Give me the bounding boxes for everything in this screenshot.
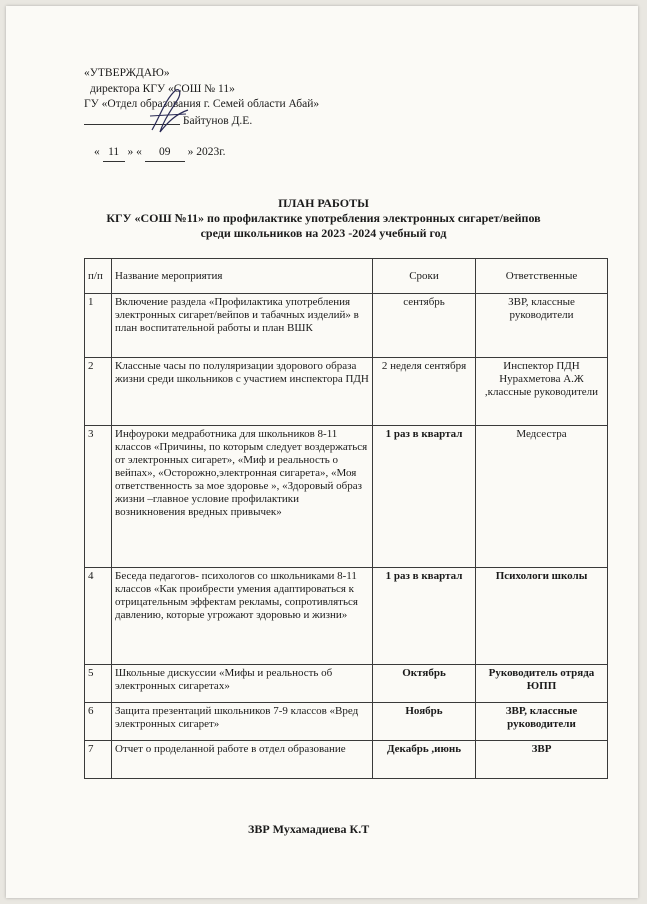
- date-quote-open: «: [94, 146, 100, 158]
- approval-date: [94, 145, 319, 162]
- row-num: 5: [85, 665, 112, 703]
- row-name: Классные часы по полуляризации здорового образа жизни среди школьников с участием инспектора ПДН: [112, 358, 373, 426]
- row-name: Отчет о проделанной работе в отдел образование: [112, 741, 373, 779]
- row-term: сентябрь: [373, 294, 476, 358]
- row-resp: Руководитель отряда ЮПП: [476, 665, 608, 703]
- date-month: 09: [145, 145, 185, 162]
- row-term: Декабрь ,июнь: [373, 741, 476, 779]
- handwritten-signature: [146, 86, 194, 138]
- date-quote-mid: » «: [127, 146, 142, 158]
- table-row: [85, 741, 608, 779]
- row-term: 1 раз в квартал: [373, 568, 476, 665]
- header-name: Название мероприятия: [112, 259, 373, 294]
- row-term: Октябрь: [373, 665, 476, 703]
- row-term: 2 неделя сентября: [373, 358, 476, 426]
- row-name: Включение раздела «Профилактика употребления электронных сигарет/вейпов и табачных изделий» в план воспитательной работы и план ВШК: [112, 294, 373, 358]
- table-row: [85, 665, 608, 703]
- approval-organization: ГУ «Отдел образования г. Семей области Абай»: [84, 98, 320, 110]
- table-row: [85, 703, 608, 741]
- approval-block: [84, 66, 319, 162]
- document-title: [0, 196, 647, 241]
- title-line-3: среди школьников на 2023 -2024 учебный год: [200, 226, 447, 240]
- row-term: Ноябрь: [373, 703, 476, 741]
- row-name: Беседа педагогов- психологов со школьниками 8-11 классов «Как проибрести умения адаптироваться к отрицательным эффектам рекламы, сопротивляться давлению, которые угрожают здоровью и жизни»: [112, 568, 373, 665]
- approval-signature-line: [84, 113, 319, 130]
- row-resp: Инспектор ПДН Нурахметова А.Ж ,классные руководители: [476, 358, 608, 426]
- header-num: п/п: [85, 259, 112, 294]
- plan-table: [84, 258, 608, 779]
- row-num: 3: [85, 426, 112, 568]
- row-resp: ЗВР, классные руководители: [476, 294, 608, 358]
- row-num: 6: [85, 703, 112, 741]
- row-name: Инфоуроки медработника для школьников 8-11 классов «Причины, по которым следует воздержаться от электронных сигарет», «Миф и реальность о вейпах», «Осторожно,электронная сигарета», «Моя ответственность за мое здоровье », «Здоровый образ жизни –главное условие профилактики возникновения вредных привычек»: [112, 426, 373, 568]
- approval-signer: Байтунов Д.Е.: [182, 114, 253, 127]
- row-resp: ЗВР, классные руководители: [476, 703, 608, 741]
- table-row: [85, 358, 608, 426]
- row-num: 7: [85, 741, 112, 779]
- row-term: 1 раз в квартал: [373, 426, 476, 568]
- approval-position: директора КГУ «СОШ № 11»: [90, 82, 235, 95]
- approval-heading: «УТВЕРЖДАЮ»: [84, 67, 170, 79]
- table-row: [85, 568, 608, 665]
- row-resp: ЗВР: [476, 741, 608, 779]
- title-line-2: КГУ «СОШ №11» по профилактике употребления электронных сигарет/вейпов: [106, 211, 541, 225]
- date-year: 2023г.: [196, 146, 226, 158]
- table-header-row: [85, 259, 608, 294]
- row-resp: Психологи школы: [476, 568, 608, 665]
- row-num: 4: [85, 568, 112, 665]
- date-day: 11: [103, 145, 125, 162]
- row-name: Школьные дискуссии «Мифы и реальность об электронных сигаретах»: [112, 665, 373, 703]
- table-row: [85, 426, 608, 568]
- header-term: Сроки: [373, 259, 476, 294]
- row-num: 2: [85, 358, 112, 426]
- date-quote-close: »: [187, 146, 194, 158]
- header-resp: Ответственные: [476, 259, 608, 294]
- row-num: 1: [85, 294, 112, 358]
- table-row: [85, 294, 608, 358]
- footer-signature: ЗВР Мухамадиева К.Т: [248, 822, 370, 836]
- row-resp: Медсестра: [476, 426, 608, 568]
- row-name: Защита презентаций школьников 7-9 классов «Вред электронных сигарет»: [112, 703, 373, 741]
- title-line-1: ПЛАН РАБОТЫ: [278, 196, 369, 210]
